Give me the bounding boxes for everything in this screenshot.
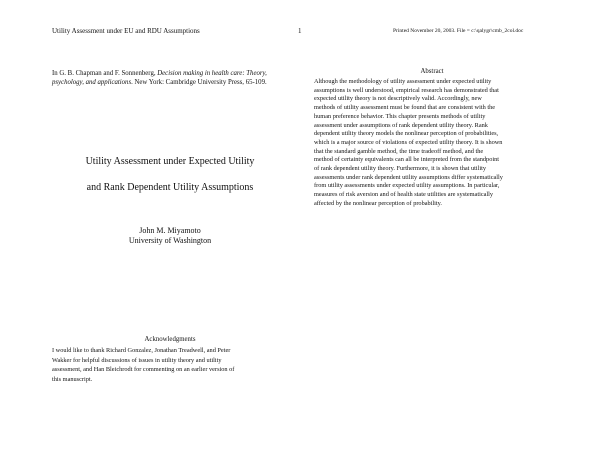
abstract-line: human preference behavior. This chapter presents methods of utility [314, 112, 486, 120]
abstract-line: dependent utility theory models the nonlinear perception of probabilities, [314, 130, 499, 138]
abstract-line: of rank dependent utility theory. Furthermore, it is shown that utility [314, 165, 487, 173]
citation-book-title: Decision making in health care: Theory, psychology, and applications [52, 70, 267, 87]
abstract-line: assumptions is well understood, empirical research has demonstrated that [314, 86, 499, 94]
acknowledgments-line: assessment, and Han Bleichrodt for commenting on an earlier version of [52, 366, 235, 374]
acknowledgments-line: I would like to thank Richard Gonzalez, Jonathan Treadwell, and Peter [52, 347, 231, 354]
abstract-line: measures of risk aversion and of health state utilities are systematically [314, 191, 494, 199]
author-name: John M. Miyamoto [139, 226, 201, 235]
abstract-line: Although the methodology of utility assessment under expected utility [314, 78, 492, 85]
abstract-heading: Abstract [420, 68, 444, 75]
author-affiliation: University of Washington [128, 236, 212, 245]
abstract-line: methods of utility assessment must be found that are consistent with the [314, 104, 496, 112]
acknowledgments-line: this manuscript. [52, 375, 93, 383]
citation-prefix: In G. B. Chapman and F. Sonnenberg, [52, 70, 158, 77]
title-line-1: Utility Assessment under Expected Utility [85, 156, 255, 167]
acknowledgments-body [52, 346, 284, 384]
abstract-line: affected by the nonlinear perception of probability. [314, 199, 442, 207]
abstract-line: which is a major source of violations of expected utility theory. It is shown [314, 138, 503, 146]
abstract-body [314, 78, 550, 209]
abstract-line: method of certainty equivalents can all be interpreted from the standpoint [314, 156, 499, 164]
abstract-line: assessments under rank dependent utility assumptions differ systematically [314, 173, 503, 181]
citation [52, 69, 284, 87]
abstract-line: from utility assessments under expected utility assumptions. In particular, [314, 182, 500, 190]
acknowledgments-heading: Acknowledgments [144, 336, 196, 343]
acknowledgments-line: Wakker for helpful discussions of issues in utility theory and utility [52, 356, 222, 364]
print-info: Printed November 20, 2003. File = c:\qalygr\cmb_2col.doc [393, 28, 524, 34]
title-line-2: and Rank Dependent Utility Assumptions [86, 182, 254, 193]
abstract-line: assessment under assumptions of rank dependent utility theory. Rank [314, 121, 488, 129]
abstract-line: that the standard gamble method, the time tradeoff method, and the [314, 147, 484, 155]
citation-suffix: . New York: Cambridge University Press, 65-109. [131, 79, 267, 87]
page-number: 1 [298, 27, 302, 35]
abstract-line: expected utility theory is not descriptively valid. Accordingly, new [314, 95, 482, 103]
running-header: Utility Assessment under EU and RDU Assumptions [52, 27, 200, 35]
